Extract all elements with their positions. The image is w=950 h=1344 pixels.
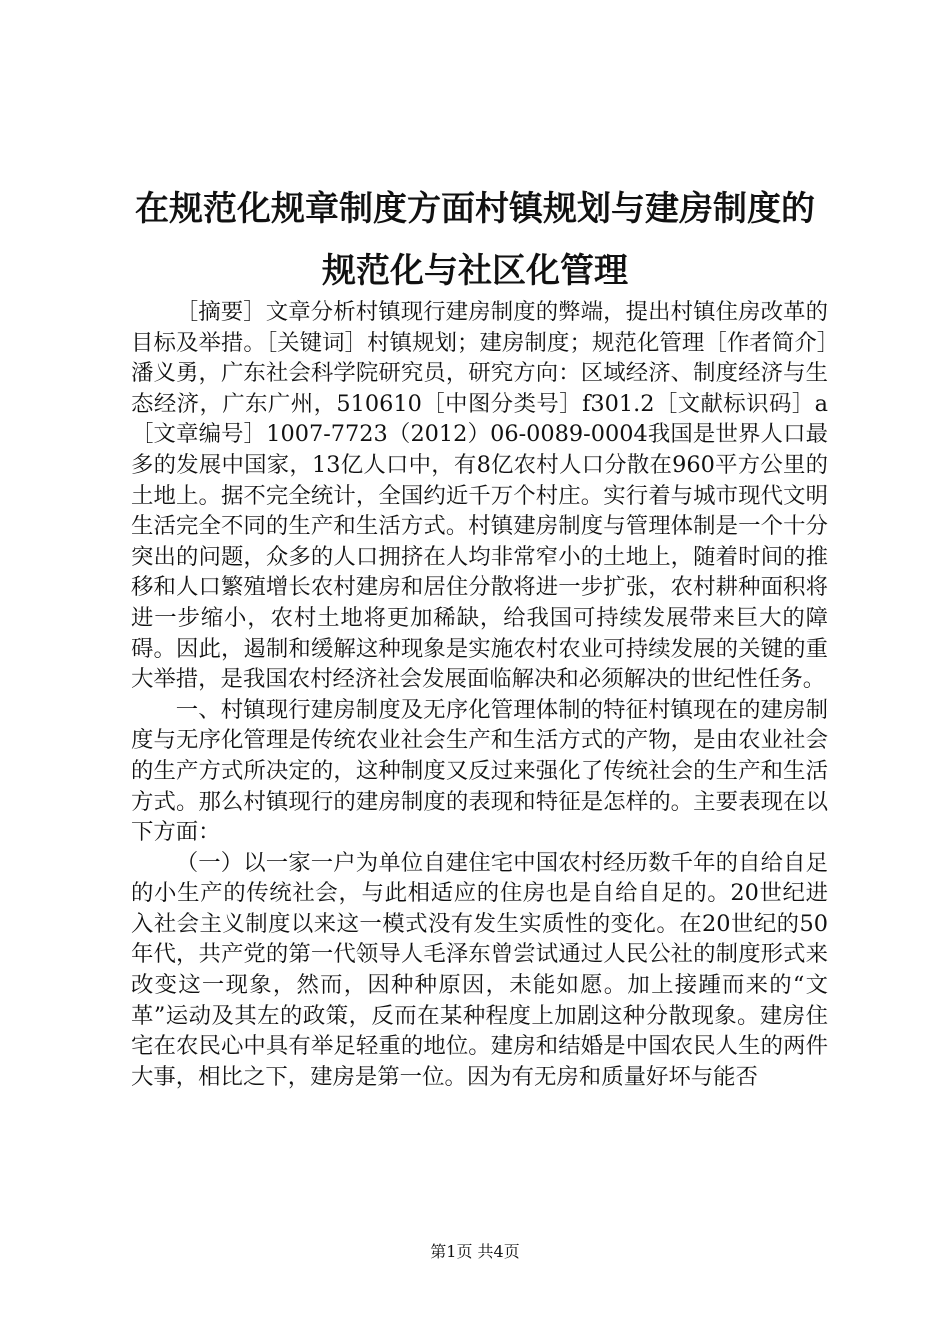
document-body <box>131 297 828 1092</box>
document-title-line-1: 在规范化规章制度方面村镇规划与建房制度的 <box>135 189 815 229</box>
page-footer: 第1页 共4页 <box>430 1242 520 1261</box>
document-title-line-2: 规范化与社区化管理 <box>322 251 628 291</box>
paragraph-abstract: ［摘要］文章分析村镇现行建房制度的弊端，提出村镇住房改革的目标及举措。［关键词］村镇规划；建房制度；规范化管理［作者简介］潘义勇，广东社会科学院研究员，研究方向：区域经济、制度经济与生态经济，广东广州，510610［中图分类号］f301.2［文献标识码］a［文章编号］1007-7723（2012）06-0089-0004我国是世界人口最多的发展中国家，13亿人口中，有8亿农村人口分散在960平方公里的土地上。据不完全统计，全国约近千万个村庄。实行着与城市现代文明生活完全不同的生产和生活方式。村镇建房制度与管理体制是一个十分突出的问题，众多的人口拥挤在人均非常窄小的土地上，随着时间的推移和人口繁殖增长农村建房和居住分散将进一步扩张，农村耕种面积将进一步缩小，农村土地将更加稀缺，给我国可持续发展带来巨大的障碍。因此，遏制和缓解这种现象是实施农村农业可持续发展的关键的重大举措，是我国农村经济社会发展面临解决和必须解决的世纪性任务。 <box>131 299 828 693</box>
paragraph-section-one: 一、村镇现行建房制度及无序化管理体制的特征村镇现在的建房制度与无序化管理是传统农业社会生产和生活方式的产物，是由农业社会的生产方式所决定的，这种制度又反过来强化了传统社会的生产和生活方式。那么村镇现行的建房制度的表现和特征是怎样的。主要表现在以下方面： <box>131 696 828 846</box>
paragraph-subsection-one: （一）以一家一户为单位自建住宅中国农村经历数千年的自给自足的小生产的传统社会，与此相适应的住房也是自给自足的。20世纪进入社会主义制度以来这一模式没有发生实质性的变化。在20世纪的50年代，共产党的第一代领导人毛泽东曾尝试通过人民公社的制度形式来改变这一现象，然而，因种种原因，未能如愿。加上接踵而来的“文革”运动及其左的政策，反而在某种程度上加剧这种分散现象。建房住宅在农民心中具有举足轻重的地位。建房和结婚是中国农民人生的两件大事，相比之下，建房是第一位。因为有无房和质量好坏与能否 <box>131 849 828 1090</box>
